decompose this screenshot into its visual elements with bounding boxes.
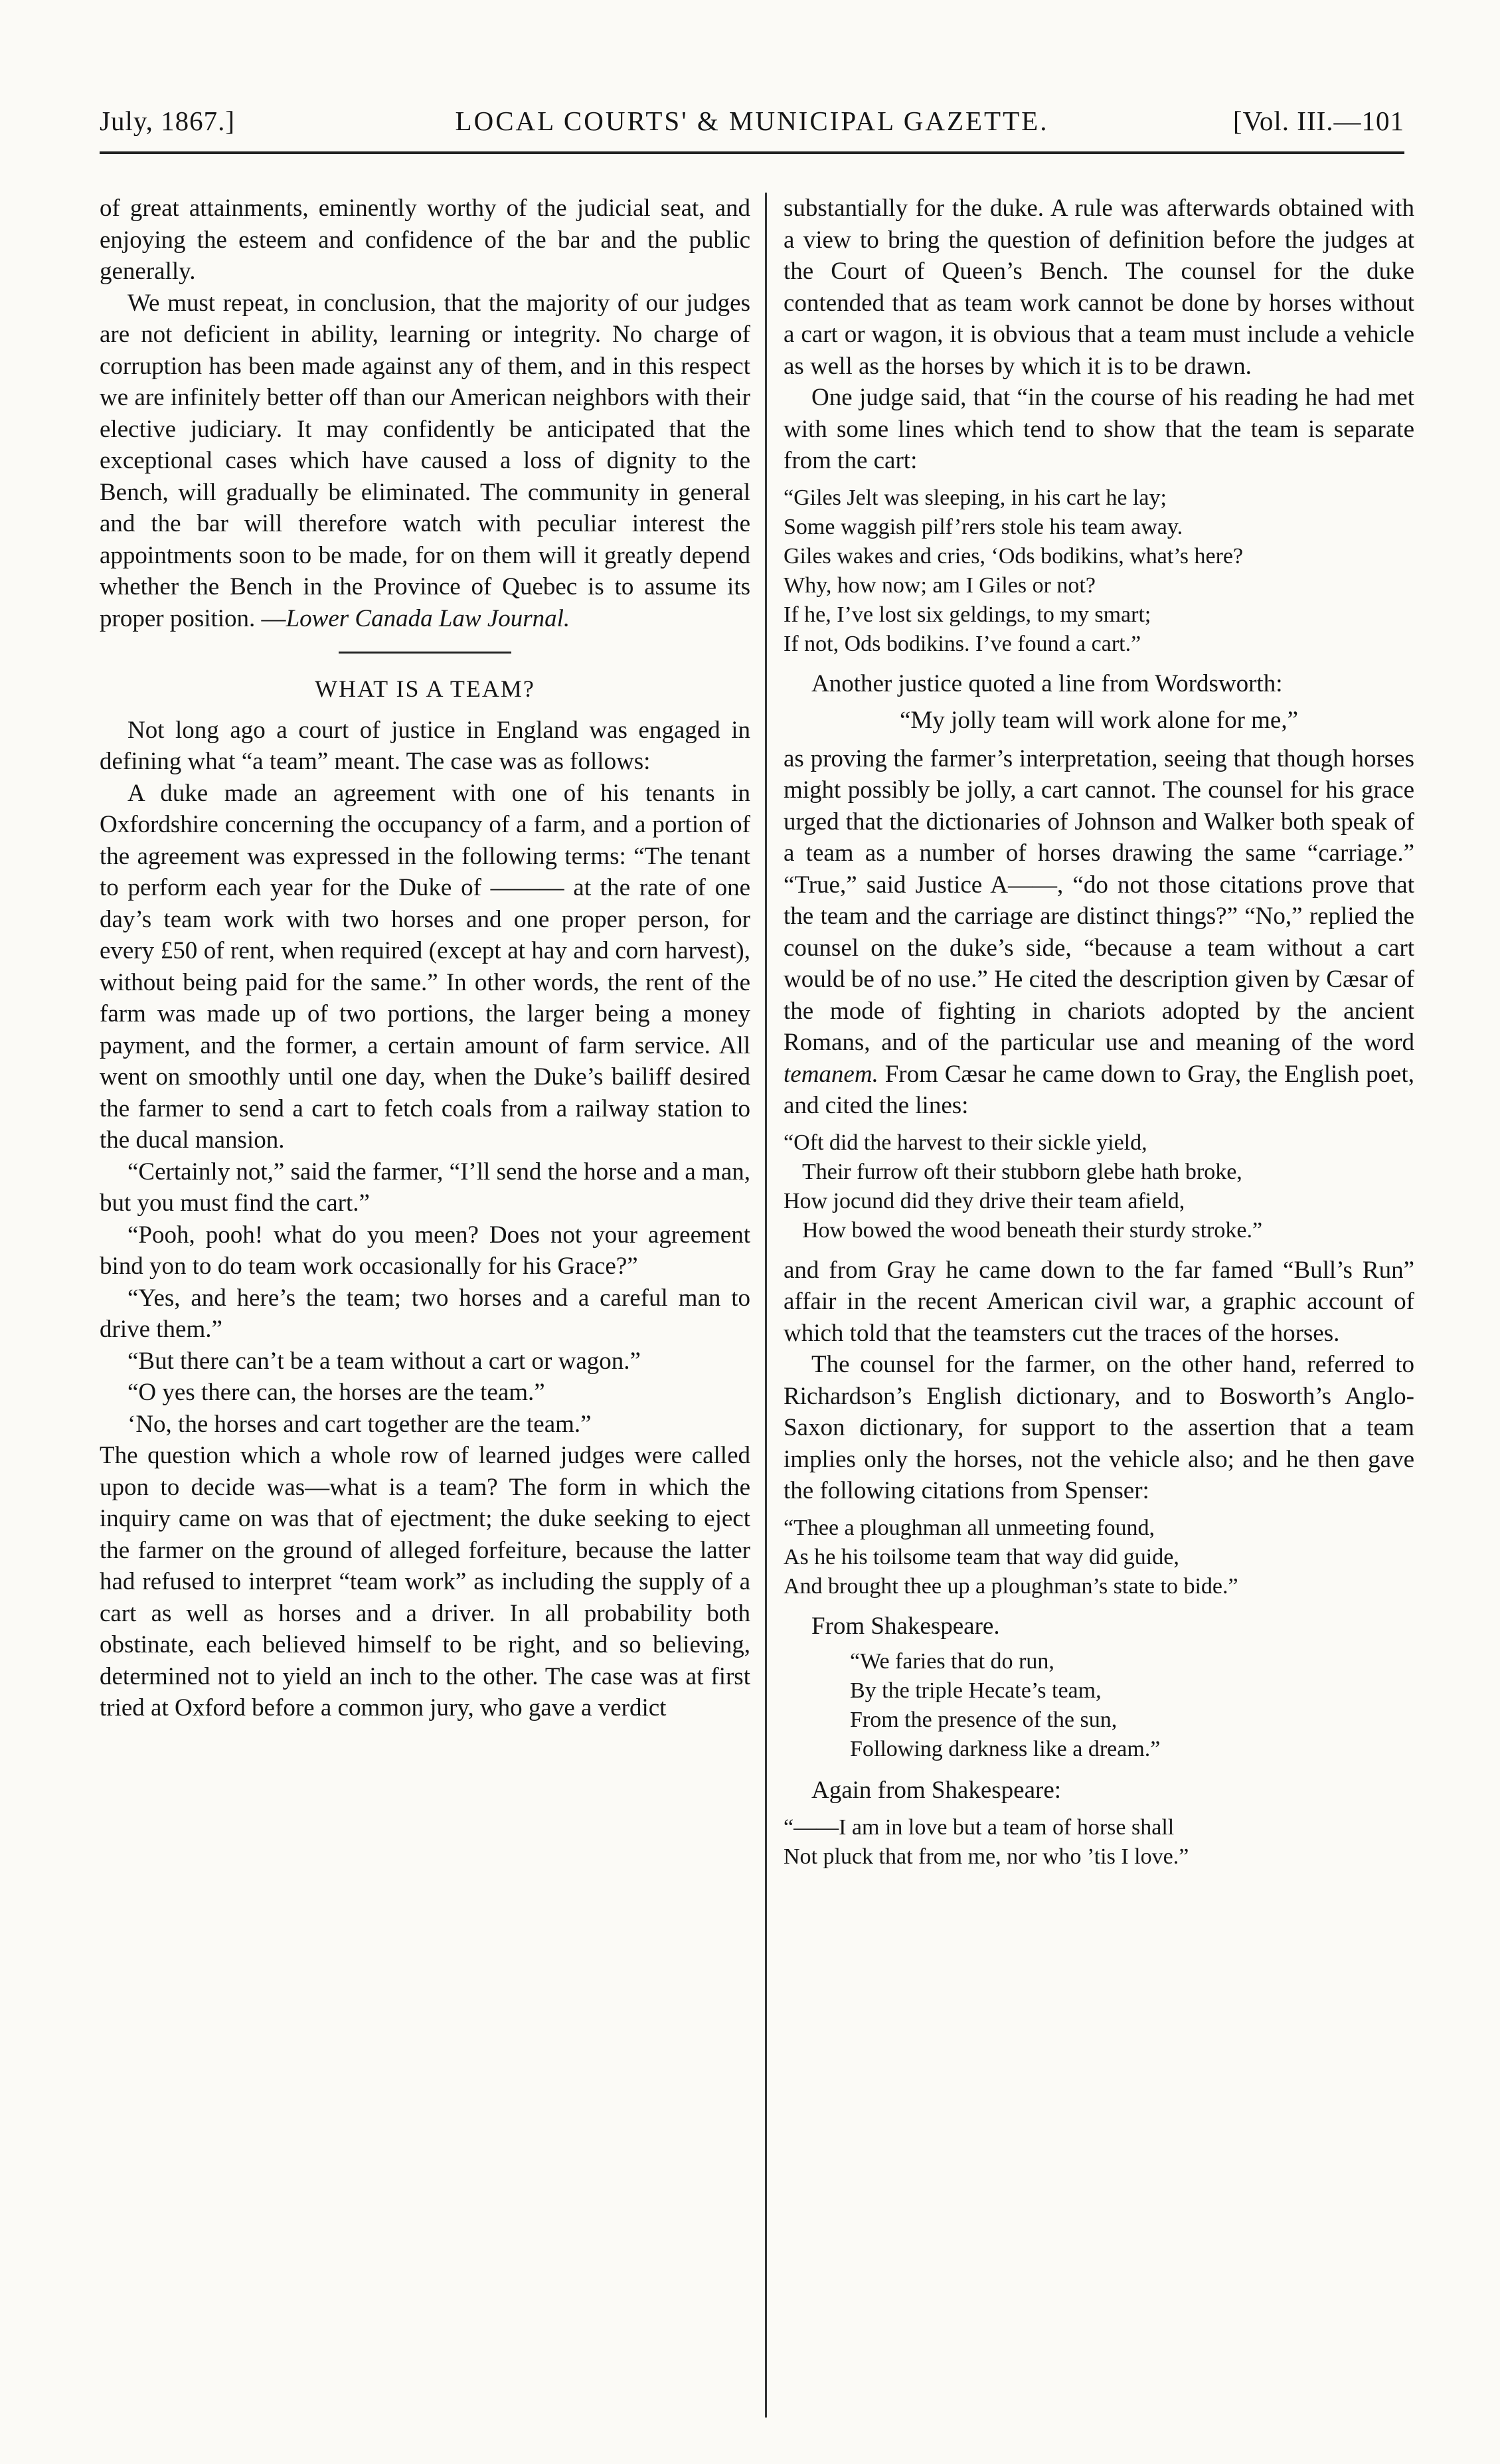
paragraph: The counsel for the farmer, on the other hand, referred to Richardson’s English dictionary, and to Bosworth’s Anglo-Saxon dictionary, for support to the assertion that a team implies only the horses, not the vehicle also; and he then gave the following citations from Spenser: — [784, 1351, 1414, 1504]
verse-line: “We faries that do run, — [850, 1649, 1054, 1674]
running-header — [100, 105, 1404, 151]
verse-line: From the presence of the sun, — [850, 1708, 1118, 1732]
verse-line: Giles wakes and cries, ‘Ods bodikins, what’s here? — [784, 543, 1244, 569]
verse-line: Not pluck that from me, nor who ’tis I love.” — [784, 1844, 1189, 1869]
paragraph — [100, 288, 750, 635]
verse-line: “Giles Jelt was sleeping, in his cart he lay; — [784, 485, 1167, 510]
verse-line: If he, I’ve lost six geldings, to my smart; — [784, 602, 1151, 627]
verse-line: “Thee a ploughman all unmeeting found, — [784, 1515, 1155, 1540]
paragraph: of great attainments, eminently worthy of the judicial seat, and enjoying the esteem and confidence of the bar and the public generally. — [100, 195, 750, 285]
verse-line: If not, Ods bodikins. I’ve found a cart.” — [784, 631, 1141, 656]
paragraph: The question which a whole row of learned judges were called upon to decide was—what is a team? The form in which the inquiry came on was that of ejectment; the duke seeking to eject the farmer on the ground of alleged forfeiture, because the latter had refused to interpret “team work” as including the supply of a cart as well as horses and a driver. In all probability both obstinate, each believed himself to be right, and so believing, determined not to yield an inch to the other. The case was at first tried at Oxford before a common jury, who gave a verdict — [100, 1442, 750, 1721]
paragraph: A duke made an agreement with one of his tenants in Oxfordshire concerning the occupancy of a farm, and a portion of the agreement was expressed in the following terms: “The tenant to perform each year for the Duke of ——— at the rate of one day’s team work with two horses and one proper person, for every £50 of rent, when required (except at hay and corn harvest), without being paid for the same.” In other words, the rent of the farm was made up of two portions, the larger being a money payment, and the former, a certain amount of farm service. All went on smoothly until one day, when the Duke’s bailiff desired the farmer to send a cart to fetch coals from a railway station to the ducal mansion. — [100, 779, 750, 1154]
verse-line: “Oft did the harvest to their sickle yield, — [784, 1130, 1147, 1155]
dialogue-paragraph: ‘No, the horses and cart together are the team.” — [127, 1410, 592, 1438]
header-rule — [100, 151, 1404, 154]
latin-word: temanem. — [784, 1060, 878, 1088]
paragraph-text: We must repeat, in conclusion, that the majority of our judges are not deficient in ability, learning or integrity. No charge of corruption has been made against any of them, and in this respect we are infinitely better off than our American neighbors with their elective judiciary. It may confidently be anticipated that the exceptional cases which have caused a loss of dignity to the Bench, will gradually be eliminated. The community in general and the bar will therefore watch with peculiar interest the appointments soon to be made, for on them will it greatly depend whether the Bench in the Province of Quebec is to assume its proper position. — — [100, 289, 750, 632]
citation-label: Again from Shakespeare: — [811, 1777, 1062, 1804]
verse-quotation — [784, 1514, 1414, 1601]
right-column — [784, 193, 1414, 1881]
verse-quotation — [850, 1647, 1414, 1764]
verse-line: How bowed the wood beneath their sturdy stroke.” — [802, 1217, 1263, 1243]
dialogue-paragraph: “Certainly not,” said the farmer, “I’ll send the horse and a man, but you must find the cart.” — [100, 1158, 750, 1217]
paragraph-text: From Cæsar he came down to Gray, the English poet, and cited the lines: — [784, 1060, 1414, 1119]
section-divider — [339, 652, 511, 654]
dialogue-paragraph: “Pooh, pooh! what do you meen? Does not your agreement bind yon to do team work occasionally for his Grace?” — [100, 1221, 750, 1280]
verse-line: Some waggish pilf’rers stole his team away. — [784, 514, 1183, 539]
paragraph-text: as proving the farmer’s interpretation, seeing that though horses might possibly be jolly, a cart cannot. The counsel for his grace urged that the dictionaries of Johnson and Walker both speak of a team as a number of horses drawing the same “carriage.” “True,” said Justice A——, “do not those citations prove that the team and the carriage are distinct things?” “No,” replied the counsel on the duke’s side, “because a team without a cart would be of no use.” He cited the description given by Cæsar of the mode of fighting in chariots adopted by the ancient Romans, and of the particular use and meaning of the word — [784, 745, 1414, 1056]
wordsworth-quote: “My jolly team will work alone for me,” — [899, 707, 1299, 734]
article-heading: WHAT IS A TEAM? — [315, 675, 535, 702]
dialogue-paragraph: “Yes, and here’s the team; two horses and a careful man to drive them.” — [100, 1284, 750, 1343]
header-title: LOCAL COURTS' & MUNICIPAL GAZETTE. — [455, 106, 1049, 136]
paragraph — [784, 743, 1414, 1122]
dialogue-paragraph: “But there can’t be a team without a cart or wagon.” — [127, 1347, 641, 1375]
paragraph: One judge said, that “in the course of his reading he had met with some lines which tend to show that the team is separate from the cart: — [784, 384, 1414, 474]
verse-line: Why, how now; am I Giles or not? — [784, 572, 1096, 598]
header-date: July, 1867.] — [100, 106, 236, 136]
verse-line: Their furrow oft their stubborn glebe hath broke, — [802, 1159, 1242, 1184]
verse-line: How jocund did they drive their team afield, — [784, 1188, 1185, 1213]
verse-line: And brought thee up a ploughman’s state to bide.” — [784, 1573, 1238, 1599]
verse-line: “——I am in love but a team of horse shall — [784, 1814, 1175, 1840]
column-divider — [765, 193, 767, 2418]
verse-line: As he his toilsome team that way did guide, — [784, 1544, 1179, 1569]
header-volume: [Vol. III.—101 — [1232, 106, 1404, 136]
paragraph: substantially for the duke. A rule was afterwards obtained with a view to bring the question of definition before the judges at the Court of Queen’s Bench. The counsel for the duke contended that as team work cannot be done by horses without a cart or wagon, it is obvious that a team must include a vehicle as well as the horses by which it is to be drawn. — [784, 195, 1414, 380]
source-citation: Lower Canada Law Journal. — [286, 604, 570, 632]
verse-line: By the triple Hecate’s team, — [850, 1678, 1102, 1703]
verse-quotation — [784, 484, 1414, 659]
paragraph: and from Gray he came down to the far famed “Bull’s Run” affair in the recent American civil war, a graphic account of which told that the teamsters cut the traces of the horses. — [784, 1256, 1414, 1347]
verse-quotation — [784, 1128, 1414, 1245]
paragraph: Not long ago a court of justice in England was engaged in defining what “a team” meant. The case was as follows: — [100, 716, 750, 775]
verse-line: Following darkness like a dream.” — [850, 1737, 1161, 1761]
left-column — [100, 193, 750, 1724]
paragraph: Another justice quoted a line from Wordsworth: — [811, 669, 1283, 697]
verse-quotation — [784, 1813, 1414, 1872]
dialogue-paragraph: “O yes there can, the horses are the team.” — [127, 1379, 545, 1406]
citation-label: From Shakespeare. — [811, 1612, 1000, 1640]
